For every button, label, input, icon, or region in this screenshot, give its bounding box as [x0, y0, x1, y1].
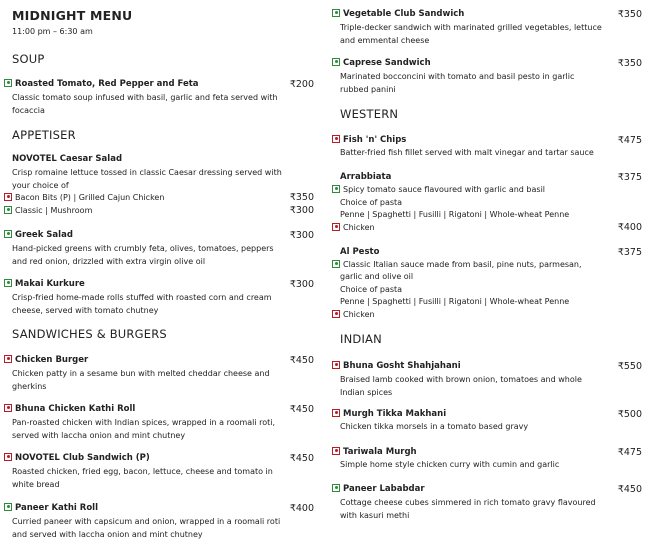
nonveg-icon	[332, 361, 340, 369]
menu-item-price: ₹450	[617, 484, 642, 495]
menu-item-name: Murgh Tikka Makhani	[332, 409, 446, 419]
menu-item-price: ₹475	[617, 447, 642, 458]
nonveg-icon	[4, 193, 12, 201]
menu-item-name: Vegetable Club Sandwich	[332, 9, 464, 19]
veg-icon	[332, 260, 340, 268]
section-heading-western: WESTERN	[340, 107, 399, 121]
menu-item-description: Hand-picked greens with crumbly feta, olives, tomatoes, peppers and red onion, drizzled with extra virgin olive oil	[12, 244, 274, 266]
nonveg-icon	[4, 404, 12, 412]
menu-item-price: ₹550	[617, 361, 642, 372]
menu-item-description: Curried paneer with capsicum and onion, wrapped in a roomali roti and served with laccha onion and mint chutney	[12, 517, 281, 539]
menu-item-price: ₹350	[617, 58, 642, 69]
menu-item-price: ₹450	[289, 355, 314, 366]
veg-icon	[332, 185, 340, 193]
menu-item-price: ₹475	[617, 135, 642, 146]
menu-item-description: Crisp romaine lettuce tossed in classic Caesar dressing served with your choice of	[12, 168, 282, 190]
menu-item-name: NOVOTEL Club Sandwich (P)	[4, 453, 150, 463]
menu-item-price: ₹450	[289, 453, 314, 464]
menu-item-name: Paneer Lababdar	[332, 484, 425, 494]
veg-icon	[4, 79, 12, 87]
option-line: Classic | Mushroom	[4, 206, 92, 215]
menu-item-name: Makai Kurkure	[4, 279, 85, 289]
menu-item-price: ₹300	[289, 230, 314, 241]
menu-item-description: Chicken tikka morsels in a tomato based gravy	[340, 422, 529, 431]
menu-item-name: Tariwala Murgh	[332, 447, 417, 457]
menu-item-name: Caprese Sandwich	[332, 58, 431, 68]
menu-item-name: NOVOTEL Caesar Salad	[12, 154, 123, 164]
menu-item-description: Triple-decker sandwich with marinated grilled vegetables, lettuce and emmental cheese	[340, 23, 602, 45]
menu-item-price: ₹450	[289, 404, 314, 415]
menu-item-description: Marinated bocconcini with tomato and basil pesto in garlic rubbed panini	[340, 72, 575, 94]
menu-item-name: Roasted Tomato, Red Pepper and Feta	[4, 79, 199, 89]
menu-item-description: Roasted chicken, fried egg, bacon, lettuce, cheese and tomato in white bread	[12, 467, 273, 489]
veg-icon	[4, 503, 12, 511]
menu-item-price: ₹300	[289, 205, 314, 216]
veg-icon	[4, 206, 12, 214]
nonveg-icon	[332, 409, 340, 417]
menu-item-description-cont: garlic and olive oil	[340, 272, 414, 281]
menu-item-description: Crisp-fried home-made rolls stuffed with roasted corn and cream cheese, served with tomato chutney	[12, 293, 272, 315]
section-heading-appetiser: APPETISER	[12, 128, 76, 142]
menu-item-name: Greek Salad	[4, 230, 73, 240]
menu-item-description: Spicy tomato sauce flavoured with garlic and basil	[332, 185, 545, 194]
menu-item-description: Classic tomato soup infused with basil, garlic and feta served with focaccia	[12, 93, 278, 115]
nonveg-icon	[332, 447, 340, 455]
menu-title: MIDNIGHT MENU	[12, 8, 133, 23]
pasta-choice-label: Choice of pasta	[340, 285, 403, 294]
pasta-options: Penne | Spaghetti | Fusilli | Rigatoni | Whole-wheat Penne	[340, 297, 570, 306]
option-line: Bacon Bits (P) | Grilled Cajun Chicken	[4, 193, 164, 202]
nonveg-icon	[4, 355, 12, 363]
section-heading-sandwiches: SANDWICHES & BURGERS	[12, 327, 167, 341]
menu-item-name: Bhuna Chicken Kathi Roll	[4, 404, 135, 414]
menu-item-price: ₹375	[617, 172, 642, 183]
veg-icon	[332, 58, 340, 66]
menu-item-price: ₹400	[289, 503, 314, 514]
veg-icon	[332, 484, 340, 492]
menu-item-price: ₹375	[617, 247, 642, 258]
menu-item-price: ₹300	[289, 279, 314, 290]
nonveg-icon	[332, 310, 340, 318]
menu-item-description: Batter-fried fish fillet served with malt vinegar and tartar sauce	[340, 148, 594, 157]
veg-icon	[332, 9, 340, 17]
nonveg-icon	[332, 223, 340, 231]
menu-item-price: ₹400	[617, 222, 642, 233]
option-line: Chicken	[332, 223, 375, 232]
veg-icon	[4, 230, 12, 238]
pasta-choice-label: Choice of pasta	[340, 198, 403, 207]
pasta-options: Penne | Spaghetti | Fusilli | Rigatoni | Whole-wheat Penne	[340, 210, 570, 219]
section-heading-soup: SOUP	[12, 52, 45, 66]
menu-item-name: Bhuna Gosht Shahjahani	[332, 361, 461, 371]
menu-item-description: Simple home style chicken curry with cumin and garlic	[340, 460, 560, 469]
menu-item-name: Fish 'n' Chips	[332, 135, 406, 145]
menu-item-name: Al Pesto	[340, 247, 380, 257]
menu-item-price: ₹350	[617, 9, 642, 20]
section-heading-indian: INDIAN	[340, 332, 382, 346]
nonveg-icon	[332, 135, 340, 143]
menu-item-name: Chicken Burger	[4, 355, 88, 365]
option-line: Chicken	[332, 310, 375, 319]
menu-item-description: Braised lamb cooked with brown onion, tomatoes and whole Indian spices	[340, 375, 582, 397]
menu-item-name: Paneer Kathi Roll	[4, 503, 98, 513]
menu-item-price: ₹500	[617, 409, 642, 420]
veg-icon	[4, 279, 12, 287]
menu-item-price: ₹200	[289, 79, 314, 90]
menu-item-name: Arrabbiata	[340, 172, 392, 182]
menu-item-description: Chicken patty in a sesame bun with melted cheddar cheese and gherkins	[12, 369, 270, 391]
menu-item-description: Pan-roasted chicken with Indian spices, wrapped in a roomali roti, served with laccha onion and mint chutney	[12, 418, 276, 440]
menu-item-description: Classic Italian sauce made from basil, pine nuts, parmesan,	[332, 260, 582, 269]
menu-item-description: Cottage cheese cubes simmered in rich tomato gravy flavoured with kasuri methi	[340, 498, 596, 520]
menu-item-price: ₹350	[289, 192, 314, 203]
menu-hours: 11:00 pm – 6:30 am	[12, 27, 93, 36]
nonveg-icon	[4, 453, 12, 461]
